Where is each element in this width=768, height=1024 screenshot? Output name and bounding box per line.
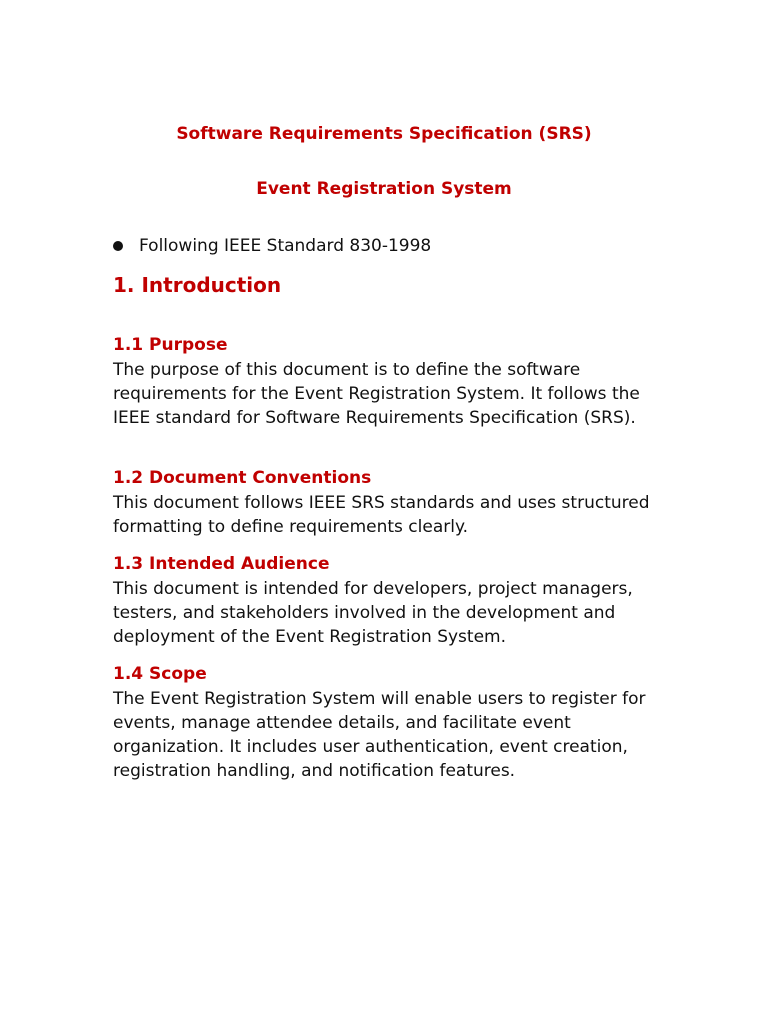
document-title: Software Requirements Specification (SRS) xyxy=(176,124,592,144)
subsection-heading: 1.4 Scope xyxy=(113,664,207,684)
subsection-body: The Event Registration System will enable users to register for events, manage attendee details, and facilitate event organization. It includes user authentication, event creation, registration handling, and notification features. xyxy=(113,689,646,781)
subsection-heading: 1.3 Intended Audience xyxy=(113,554,330,574)
bullet-text: Following IEEE Standard 830-1998 xyxy=(139,236,432,256)
subsection-body: The purpose of this document is to define the software requirements for the Event Registration System. It follows the IEEE standard for Software Requirements Specification (SRS). xyxy=(113,360,640,428)
section-scope xyxy=(113,663,673,783)
document-subtitle: Event Registration System xyxy=(256,179,512,199)
subsection-heading: 1.2 Document Conventions xyxy=(113,468,372,488)
section-intended-audience xyxy=(113,553,673,649)
section-heading-introduction: 1. Introduction xyxy=(113,273,282,297)
subsection-body: This document follows IEEE SRS standards and uses structured formatting to define requirements clearly. xyxy=(113,493,650,537)
section-document-conventions xyxy=(113,467,673,539)
subsection-body: This document is intended for developers, project managers, testers, and stakeholders involved in the development and deployment of the Event Registration System. xyxy=(113,579,633,647)
section-purpose xyxy=(113,334,673,430)
bullet-list-item xyxy=(113,235,431,257)
subsection-heading: 1.1 Purpose xyxy=(113,335,228,355)
bullet-icon xyxy=(113,241,123,251)
